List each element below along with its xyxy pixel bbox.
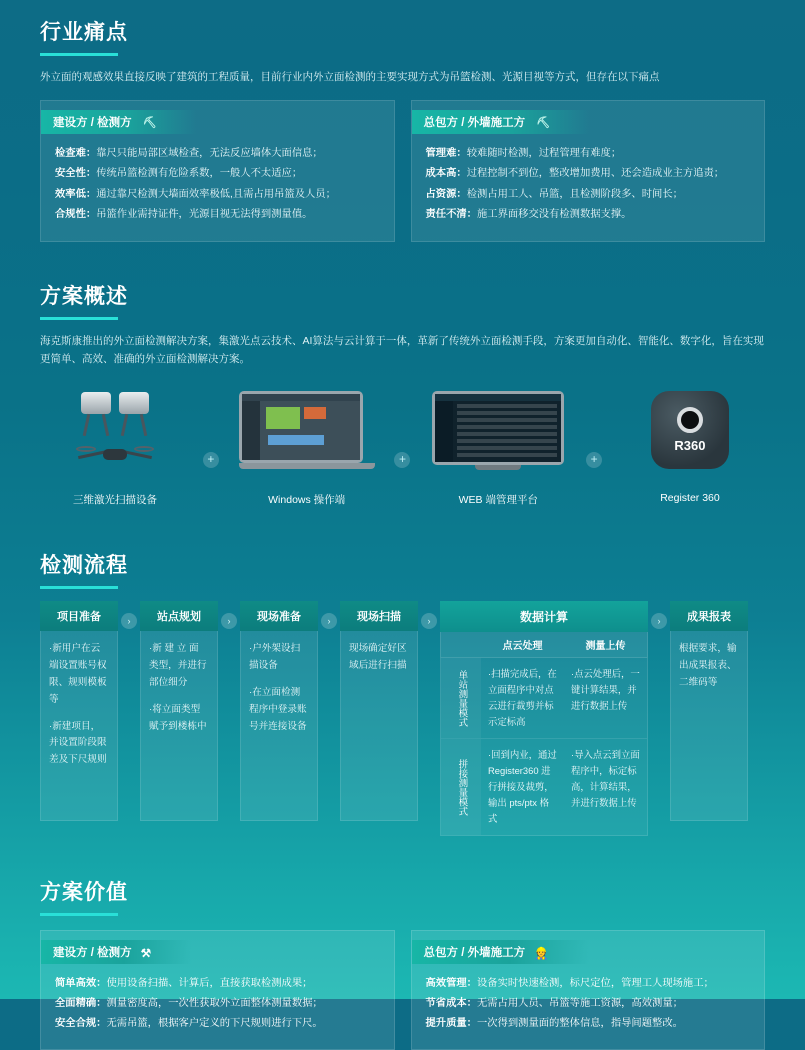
flow-compute-row-2-cell-2: ·导入点云到立面程序中，标定标高，计算结果，并进行数据上传	[571, 749, 640, 809]
pain-item-text: 传统吊篮检测有危险系数，一般人不太适应；	[96, 168, 303, 180]
tripod-icon	[79, 392, 113, 438]
value-item-label: 提升质量：	[425, 1018, 477, 1030]
flow-compute-row-2-label: 拼接测量模式	[441, 739, 481, 835]
flow-step-1	[40, 601, 118, 821]
device-monitor-caption: WEB 端管理平台	[458, 494, 538, 507]
value-item-text: 使用设备扫描、计算后，直接获取检测成果；	[106, 978, 313, 990]
flow-compute-columns	[440, 632, 648, 658]
flow-text: ·户外架设扫描设备	[249, 643, 301, 672]
value-item-label: 安全合规：	[55, 1018, 107, 1030]
pain-item-text: 靠尺只能局部区域检查，无法反应墙体大面信息；	[96, 148, 323, 160]
pain-item-label: 责任不清：	[425, 208, 477, 220]
page-title-pain: 行业痛点	[40, 21, 128, 44]
list-item	[55, 205, 380, 225]
title-underline-value	[40, 913, 118, 916]
value-item-text: 一次得到测量面的整体信息，指导间题整改。	[476, 1018, 683, 1030]
value-item-label: 简单高效：	[55, 978, 107, 990]
laptop-icon	[232, 382, 382, 478]
device-laptop	[232, 382, 382, 507]
pain-description: 外立面的观感效果直接反映了建筑的工程质量，目前行业内外立面检测的主要实现方式为吊篮检测、光源目视等方式，但存在以下痛点	[40, 71, 660, 83]
plus-icon: +	[203, 452, 219, 468]
scanner-icon	[40, 382, 190, 478]
list-item	[55, 144, 380, 164]
device-r360-caption: Register 360	[660, 492, 720, 505]
value-item-label: 高效管理：	[425, 978, 477, 990]
pain-item-text: 较难随时检测，过程管理有难度；	[466, 148, 622, 160]
page-title-overview: 方案概述	[40, 284, 128, 308]
r360-icon	[615, 382, 765, 478]
flow-text: 根据要求，输出成果报表、二维码等	[679, 643, 737, 688]
flow-text: ·新用户在云端设置账号权限、规则模板等	[49, 643, 107, 705]
value-card-owner	[40, 930, 395, 1049]
device-laptop-caption: Windows 操作端	[268, 494, 346, 507]
value-item-text: 无需占用人员、吊篮等施工资源，高效测量；	[476, 998, 683, 1010]
section-pain	[40, 0, 765, 242]
pain-cards	[40, 100, 765, 241]
value-item-label: 全面精确：	[55, 998, 107, 1010]
pain-item-label: 安全性：	[55, 168, 97, 180]
value-card-owner-header	[41, 940, 191, 964]
flow-step-4-head: 现场扫描	[340, 601, 418, 631]
list-item	[55, 185, 380, 205]
value-card-owner-list	[55, 974, 380, 1034]
flow-compute-row-1-cell-1: ·扫描完成后，在立面程序中对点云进行裁剪并标示定标高	[488, 668, 557, 728]
plus-icon: +	[394, 452, 410, 468]
pain-item-text: 通过靠尺检测大墙面效率极低,且需占用吊篮及人员；	[96, 188, 336, 200]
list-item	[55, 1014, 380, 1034]
overview-description: 海克斯康推出的外立面检测解决方案，集激光点云技术、AI算法与云计算于一体，革新了传统外立面检测手段，方案更加自动化、智能化、数字化，旨在实现更简单、高效、准确的外立面检测解决方案。	[40, 334, 764, 366]
pain-item-text: 过程控制不到位，整改增加费用、还会造成业主方追责；	[466, 168, 725, 180]
pain-card-owner-title: 建设方 / 检测方	[53, 117, 132, 130]
list-item	[426, 185, 751, 205]
flow-compute-col-2: 测量上传	[585, 641, 626, 653]
list-item	[426, 994, 751, 1014]
chevron-right-icon: ›	[321, 613, 337, 629]
list-item	[55, 974, 380, 994]
chevron-right-icon: ›	[651, 613, 667, 629]
flow-step-2-head: 站点规划	[140, 601, 218, 631]
monitor-icon	[423, 382, 573, 478]
tools-icon: ⚒	[140, 948, 152, 961]
tripod-icon	[117, 392, 151, 438]
title-underline-flow	[40, 586, 118, 589]
section-overview	[40, 264, 765, 508]
value-item-text: 无需吊篮，根据客户定义的下尺规则进行下尺。	[106, 1018, 323, 1030]
pain-item-text: 吊篮作业需持证件，光源目视无法得到测量值。	[96, 208, 313, 220]
flow-step-1-head: 项目准备	[40, 601, 118, 631]
value-card-owner-title: 建设方 / 检测方	[53, 947, 132, 960]
flow-step-4-body	[340, 631, 418, 821]
flow-report-body	[670, 631, 748, 821]
r360-badge: R360	[674, 438, 706, 454]
value-card-contractor-list	[426, 974, 751, 1034]
drone-icon	[76, 442, 154, 468]
wrench-icon: ⛏	[536, 117, 551, 130]
value-card-contractor-header	[412, 940, 589, 964]
pain-item-label: 检查难：	[55, 148, 97, 160]
flow-step-2	[140, 601, 218, 821]
flow-step-3-head: 现场准备	[240, 601, 318, 631]
pain-item-label: 效率低：	[55, 188, 97, 200]
value-card-contractor	[411, 930, 766, 1049]
flow-compute-grid	[440, 658, 648, 836]
value-card-contractor-title: 总包方 / 外墙施工方	[423, 947, 526, 960]
flow-compute-head: 数据计算	[440, 601, 648, 632]
flow-diagram	[40, 601, 765, 836]
flow-text: ·将立面类型赋予到楼栋中	[149, 703, 207, 732]
flow-compute-row-1-cell-2: ·点云处理后，一键计算结果，并进行数据上传	[571, 668, 640, 712]
pain-item-label: 成本高：	[425, 168, 467, 180]
lens-icon	[677, 407, 703, 433]
pain-item-text: 检测占用工人、吊篮，且检测阶段多、时间长；	[466, 188, 683, 200]
pain-card-contractor-header	[412, 110, 591, 134]
wrench-icon: ⛏	[142, 117, 157, 130]
page-title-flow: 检测流程	[40, 554, 128, 578]
list-item	[55, 164, 380, 184]
pain-item-label: 管理难：	[425, 148, 467, 160]
pain-card-owner-header	[41, 110, 197, 134]
list-item	[55, 994, 380, 1014]
flow-step-3	[240, 601, 318, 821]
flow-step-1-body	[40, 631, 118, 821]
flow-text: ·在立面检测程序中登录账号并连接设备	[249, 687, 307, 732]
flow-compute-row-2-cell-1: ·回到内业，通过Register360 进行拼接及裁剪，输出 pts/ptx 格式	[488, 749, 557, 825]
pain-item-label: 合规性：	[55, 208, 97, 220]
flow-text: ·新建项目，并设置阶段限差及下尺规则	[49, 720, 107, 766]
device-row	[40, 382, 765, 507]
pain-item-text: 施工界面移交没有检测数据支撑。	[476, 208, 632, 220]
flow-step-3-body	[240, 631, 318, 821]
flow-step-compute	[440, 601, 648, 836]
value-item-text: 设备实时快速检测，标尺定位，管理工人现场施工；	[476, 978, 714, 990]
section-value	[40, 860, 765, 1049]
flow-report-head: 成果报表	[670, 601, 748, 631]
list-item	[426, 164, 751, 184]
value-item-text: 测量密度高，一次性获取外立面整体测量数据；	[106, 998, 323, 1010]
chevron-right-icon: ›	[421, 613, 437, 629]
page-title-value: 方案价值	[40, 881, 128, 905]
flow-text: ·新 建 立 面 类型，并进行部位细分	[149, 643, 207, 688]
list-item	[426, 974, 751, 994]
chevron-right-icon: ›	[121, 613, 137, 629]
plus-icon: +	[586, 452, 602, 468]
device-scanner-caption: 三维激光扫描设备	[73, 494, 157, 507]
flow-compute-row-1-label: 单站测量模式	[441, 658, 481, 738]
list-item	[426, 205, 751, 225]
flow-step-4	[340, 601, 418, 821]
worker-icon: 👷	[534, 948, 549, 961]
title-underline-pain	[40, 53, 118, 56]
flow-step-report	[670, 601, 748, 821]
pain-card-owner	[40, 100, 395, 241]
device-r360	[615, 382, 765, 504]
title-underline-overview	[40, 317, 118, 320]
section-flow	[40, 533, 765, 836]
pain-card-contractor	[411, 100, 766, 241]
value-cards	[40, 930, 765, 1049]
pain-card-owner-list	[55, 144, 380, 224]
chevron-right-icon: ›	[221, 613, 237, 629]
device-monitor	[423, 382, 573, 507]
table-row	[441, 658, 647, 738]
flow-text: 现场确定好区域后进行扫描	[349, 643, 407, 672]
pain-card-contractor-title: 总包方 / 外墙施工方	[423, 117, 526, 130]
pain-item-label: 占资源：	[425, 188, 467, 200]
table-row	[441, 738, 647, 835]
flow-compute-col-1: 点云处理	[502, 641, 543, 653]
flow-step-2-body	[140, 631, 218, 821]
list-item	[426, 1014, 751, 1034]
value-item-label: 节省成本：	[425, 998, 477, 1010]
pain-card-contractor-list	[426, 144, 751, 224]
list-item	[426, 144, 751, 164]
device-scanner	[40, 382, 190, 507]
